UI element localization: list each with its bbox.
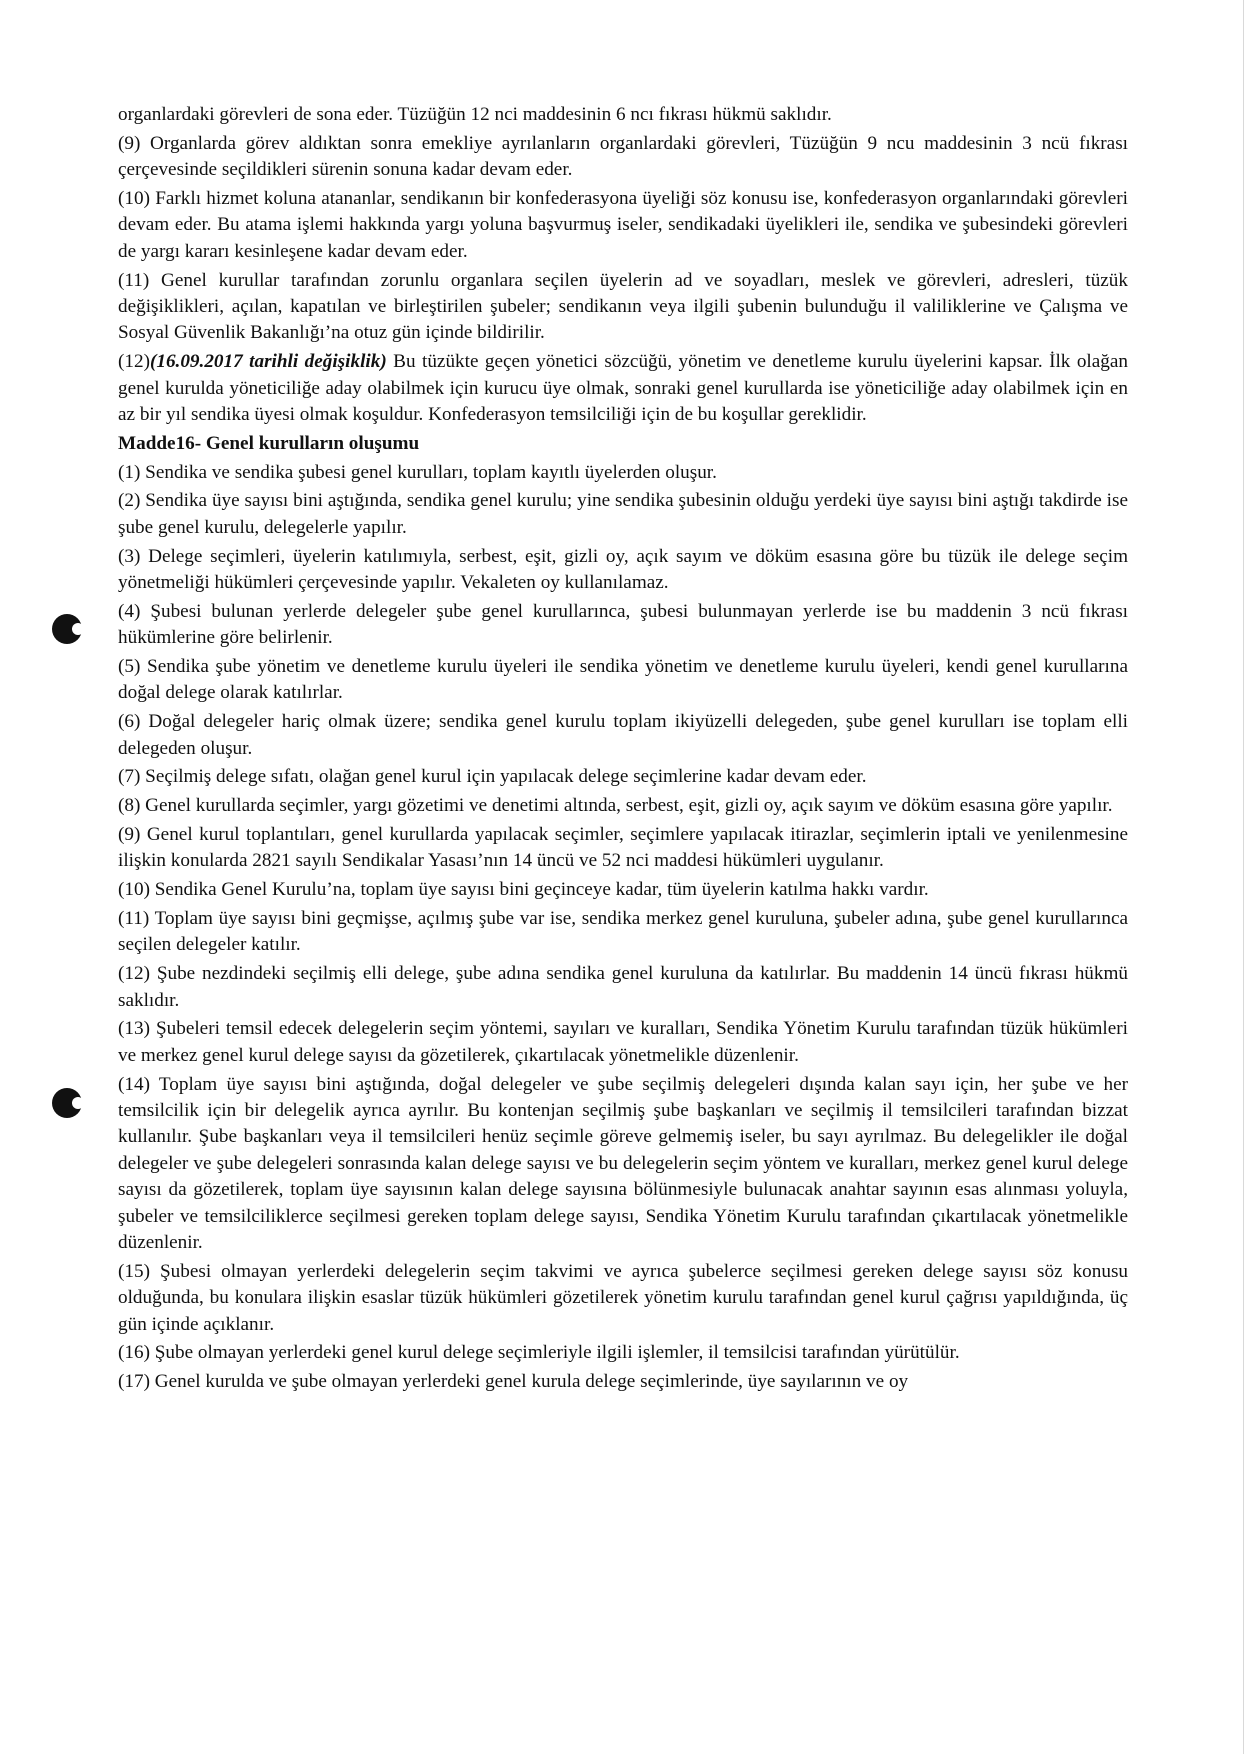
item-4: (4) Şubesi bulunan yerlerde delegeler şube genel kurullarınca, şubesi bulunmayan yerlerde ise bu maddenin 3 ncü fıkrası hükümlerine göre belirlenir. (118, 600, 1128, 649)
scan-edge-line (1243, 0, 1244, 1754)
amendment-note: (16.09.2017 tarihli değişiklik) (149, 351, 387, 373)
item-8: (8) Genel kurullarda seçimler, yargı gözetimi ve denetimi altında, serbest, eşit, gizli oy, açık sayım ve döküm esasına göre yapılır. (118, 795, 1113, 817)
paragraph-10: (10) Farklı hizmet koluna atananlar, sendikanın bir konfederasyona üyeliği söz konusu ise, konfederasyon organlarındaki görevleri devam eder. Bu atama işlemi hakkında yargı yoluna başvurmuş iseler, sendikadaki üyelikleri ile, sendika ve şubesindeki görevleri de yargı kararı kesinleşene kadar devam eder. (118, 188, 1128, 262)
paragraph-12-number: (12) (118, 351, 150, 373)
item-6: (6) Doğal delegeler hariç olmak üzere; sendika genel kurulu toplam ikiyüzelli delegeden, şube genel kurulları ise toplam elli delegeden oluşur. (118, 711, 1128, 759)
item-2: (2) Sendika üye sayısı bini aştığında, sendika genel kurulu; yine sendika şubesinin olduğu yerdeki üye sayısı bini aştığı takdirde ise şube genel kurulu, delegelerle yapılır. (118, 490, 1128, 538)
article-heading: Madde16- Genel kurulların oluşumu (118, 432, 420, 454)
item-11: (11) Toplam üye sayısı bini geçmişse, açılmış şube var ise, sendika merkez genel kuruluna, şubeler adına, şube genel kurullarınca seçilen delegeler katılır. (118, 908, 1128, 956)
punch-hole-icon (52, 1088, 82, 1118)
item-10: (10) Sendika Genel Kurulu’na, toplam üye sayısı bini geçinceye kadar, tüm üyelerin katılma hakkı vardır. (118, 879, 929, 901)
item-3: (3) Delege seçimleri, üyelerin katılımıyla, serbest, eşit, gizli oy, açık sayım ve döküm esasına göre bu tüzük ile delege seçim yönetmeliği hükümleri çerçevesinde yapılır. Vekaleten oy kullanılamaz. (118, 545, 1128, 594)
item-1: (1) Sendika ve sendika şubesi genel kurulları, toplam kayıtlı üyelerden oluşur. (118, 461, 717, 483)
paragraph-9: (9) Organlarda görev aldıktan sonra emekliye ayrılanların organlardaki görevleri, Tüzüğün 9 ncu maddesinin 3 ncü fıkrası çerçevesinde seçildikleri sürenin sonuna kadar devam eder. (118, 132, 1128, 181)
item-17: (17) Genel kurulda ve şube olmayan yerlerdeki genel kurula delege seçimlerinde, üye sayılarının ve oy (118, 1371, 909, 1393)
item-9: (9) Genel kurul toplantıları, genel kurullarda yapılacak seçimler, seçimlere yapılacak itirazlar, seçimlerin iptali ve yenilenmesine ilişkin konularda 2821 sayılı Sendikalar Yasası’nın 14 üncü ve 52 nci maddesi hükümleri uygulanır. (118, 824, 1128, 872)
paragraph-12-body: Bu tüzükte geçen yönetici sözcüğü, yönetim ve denetleme kurulu üyelerini kapsar. İlk olağan genel kurulda yöneticiliğe aday olabilmek için kurucu üye olmak, sonraki genel kurullarda ise yöneticiliğe aday olabilmek için en az bir yıl sendika üyesi olmak koşuldur. Konfederasyon temsilciliği için de bu koşullar gereklidir. (118, 351, 1128, 426)
item-16: (16) Şube olmayan yerlerdeki genel kurul delege seçimleriyle ilgili işlemler, il temsilcisi tarafından yürütülür. (118, 1342, 960, 1364)
item-14: (14) Toplam üye sayısı bini aştığında, doğal delegeler ve şube seçilmiş delegeleri dışında kalan sayı için, her şube ve her temsilcilik için bir delegelik ayrıca ayrılır. Bu kontenjan seçilmiş şube başkanları ve seçilmiş il temsilcileri tarafından bizzat kullanılır. Şube başkanları veya il temsilcileri henüz seçimle göreve gelmemiş iseler, bu sayı ayrılmaz. Bu delegelikler ile doğal delegeler ve şube delegeleri sonrasında kalan delege sayısı ve bu delegelerin seçim yöntem ve kuralları, merkez genel kurul delege sayısı da gözetilerek, toplam üye sayısının kalan delege sayısına bölünmesiyle bulunacak anahtar sayının esas alınması yoluyla, şubeler ve temsilciliklerce seçilmesi gereken toplam delege sayısı, Sendika Yönetim Kurulu tarafından çıkartılacak yönetmelikle düzenlenir. (118, 1073, 1128, 1254)
paragraph-12 (118, 349, 1128, 428)
punch-hole-icon (52, 614, 82, 644)
item-7: (7) Seçilmiş delege sıfatı, olağan genel kurul için yapılacak delege seçimlerine kadar devam eder. (118, 766, 867, 788)
item-12: (12) Şube nezdindeki seçilmiş elli delege, şube adına sendika genel kuruluna da katılırlar. Bu maddenin 14 üncü fıkrası hükmü saklıdır. (118, 963, 1128, 1011)
item-5: (5) Sendika şube yönetim ve denetleme kurulu üyeleri ile sendika yönetim ve denetleme kurulu üyeleri, kendi genel kurullarına doğal delege olarak katılırlar. (118, 656, 1128, 704)
document-page (118, 102, 1128, 1398)
paragraph-continuation: organlardaki görevleri de sona eder. Tüzüğün 12 nci maddesinin 6 ncı fıkrası hükmü saklıdır. (118, 104, 832, 125)
item-15: (15) Şubesi olmayan yerlerdeki delegelerin seçim takvimi ve ayrıca şubelerce seçilmesi gereken delege sayısı söz konusu olduğunda, bu konulara ilişkin esaslar tüzük hükümleri gözetilerek yönetim kurulu tarafından genel kurul çağrısı yapıldığında, üç gün içinde açıklanır. (118, 1260, 1128, 1335)
item-13: (13) Şubeleri temsil edecek delegelerin seçim yöntemi, sayıları ve kuralları, Sendika Yönetim Kurulu tarafından tüzük hükümleri ve merkez genel kurul delege sayısı da gözetilerek, çıkartılacak yönetmelikle düzenlenir. (118, 1018, 1128, 1066)
paragraph-11: (11) Genel kurullar tarafından zorunlu organlara seçilen üyelerin ad ve soyadları, meslek ve görevleri, adresleri, tüzük değişiklikleri, açılan, kapatılan ve birleştirilen şubeler; sendikanın veya ilgili şubenin bulunduğu il valiliklerine ve Çalışma ve Sosyal Güvenlik Bakanlığı’na otuz gün içinde bildirilir. (118, 269, 1128, 344)
